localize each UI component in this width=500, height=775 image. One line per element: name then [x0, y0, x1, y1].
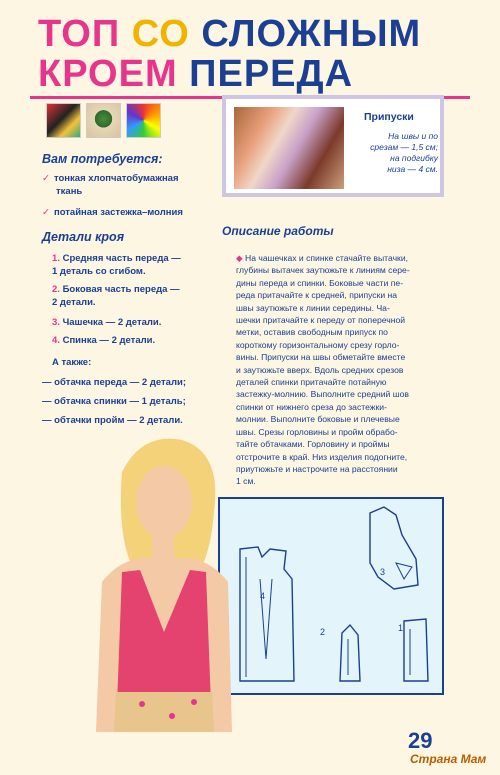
also-item: — обтачки пройм — 2 детали. — [42, 415, 183, 426]
also-heading: А также: — [52, 357, 92, 368]
dart-line — [266, 579, 272, 659]
parts-heading: Детали кроя — [42, 230, 125, 244]
title-word: ПЕРЕДА — [189, 53, 354, 95]
pattern-piece-3 — [370, 507, 418, 589]
watermark: Страна Мам — [410, 752, 487, 766]
skirt-dot — [191, 699, 197, 705]
face-shape — [136, 466, 192, 538]
title-word: ТОП — [38, 13, 121, 55]
title-word: СЛОЖНЫМ — [201, 13, 422, 55]
parts-item: 3. Чашечка — 2 детали. — [52, 317, 162, 328]
parts-item: 4. Спинка — 2 детали. — [52, 335, 156, 346]
materials-item: ✓ тонкая хлопчатобумажная — [42, 173, 179, 184]
materials-item: ткань — [56, 186, 83, 197]
description-text: ◆ На чашечках и спинке стачайте вытачки, глубины вытачек заутюжьте к линиям сере- дины переда и спинки. Боковые части пе- реда притачайте к средней, припуски на швы заутюжьте к линии середины. Ча- шечки притачайте к переду от поперечной метки, оставив свободным припуск по короткому горизонтальному срезу горло- вины. Припуски на швы обметайте вместе и заутюжьте вверх. Вдоль средних срезов деталей спинки притачайте потайную застежку-молнию. Выполните средний шов спинки от нижнего среза до застежки- молнии. Выполните боковые и плечевые швы. Срезы горловины и пройм обрабо- тайте обтачками. Горловину и проймы отстрочите в край. Низ изделия подогните, приутюжьте и настрочите на расстоянии 1 см. — [236, 253, 410, 487]
model-illustration — [82, 432, 242, 732]
materials-heading: Вам потребуется: — [42, 152, 163, 166]
skirt-dot — [139, 701, 145, 707]
title-word: КРОЕМ — [38, 53, 178, 95]
pattern-piece-2 — [340, 625, 360, 681]
check-icon: ✓ — [42, 207, 50, 218]
page-number: 29 — [408, 728, 433, 753]
piece-label: 1 — [398, 623, 404, 633]
dart-line — [396, 563, 412, 579]
pattern-drawing — [220, 499, 442, 693]
cactus-image — [86, 103, 121, 138]
allowances-box — [222, 95, 444, 197]
check-icon: ✓ — [42, 173, 50, 184]
piece-label: 2 — [320, 627, 326, 637]
fabric-photo — [234, 107, 344, 189]
parts-item: 1. Средняя часть переда — 1 деталь со сгибом. — [52, 253, 181, 277]
thread-colors-image — [126, 103, 161, 138]
title-word: СО — [131, 13, 190, 55]
neck-shape — [152, 532, 174, 560]
skirt-dot — [169, 713, 175, 719]
skirt-shape — [114, 692, 214, 732]
page-title — [38, 14, 421, 94]
piece-label: 3 — [380, 567, 386, 577]
allowances-title: Припуски — [364, 111, 414, 123]
allowances-text: На швы и по срезам — 1,5 см; на подгибку низа — 4 см. — [370, 131, 438, 174]
parts-item: 2. Боковая часть переда — 2 детали. — [52, 284, 180, 308]
also-item: — обтачка спинки — 1 деталь; — [42, 396, 186, 407]
piece-label: 4 — [260, 591, 266, 601]
diamond-icon: ◆ — [236, 253, 243, 263]
fabric-swatch-image — [46, 103, 81, 138]
materials-item: ✓ потайная застежка–молния — [42, 207, 183, 218]
also-item: — обтачка переда — 2 детали; — [42, 377, 186, 388]
pattern-piece-4 — [240, 547, 294, 681]
description-heading: Описание работы — [222, 224, 334, 238]
pattern-piece-1 — [404, 619, 428, 681]
pattern-diagram — [218, 497, 444, 695]
